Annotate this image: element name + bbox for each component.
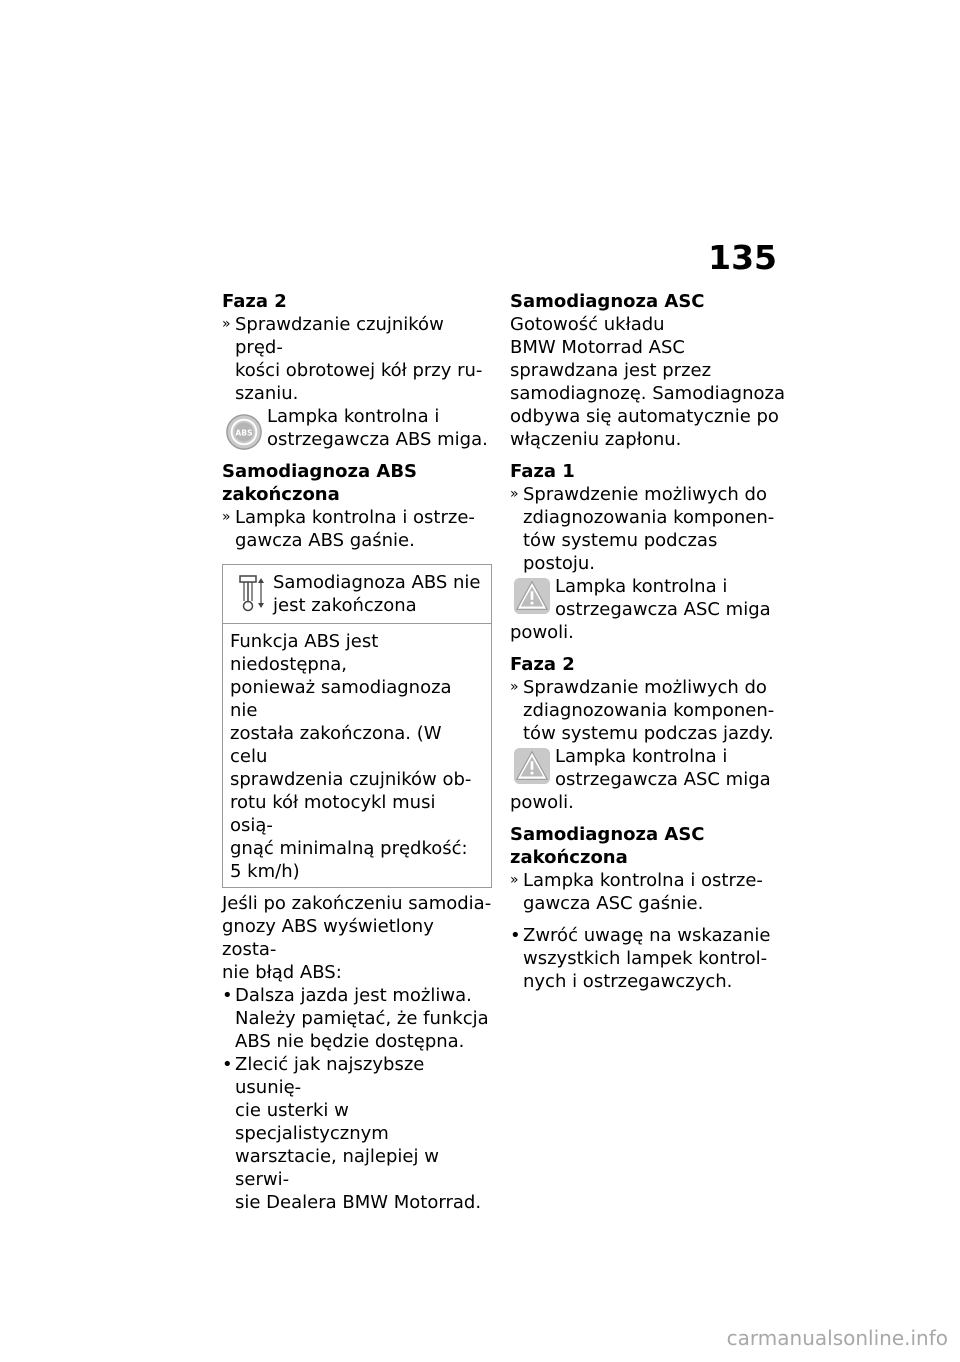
faza2-heading: Faza 2 (222, 291, 287, 312)
faza2-step: » Sprawdzanie czujników pręd- kości obrotowej kół przy ru- szaniu. (222, 314, 483, 404)
asc-intro: Gotowość układu BMW Motorrad ASC sprawdzana jest przez samodiagnozę. Samodiagnoza odbywa się automatycznie po włączeniu zapłonu. (510, 314, 786, 450)
right-column: Samodiagnoza ASC Gotowość układu BMW Motorrad ASC sprawdzana jest przez samodiagnozę. Samodiagnoza odbywa się automatycznie po włączeniu zapłonu. Faza 1 » Sprawdzenie możliwych do zdiagnozowania komponen- tów systemu podczas postoju. Lampka kontrolna i ostrzegawcza ASC miga powoli. Faza 2 » Sprawdzanie możliwych do zdiagnozowania komponen- tów systemu podczas jazdy. Lampka kontrolna i ostrzegawcza ASC miga powoli. Samodiagnoza ASC zakończona » Lampka kontrolna i ostrze- gawcza ASC gaśnie. • Zwróć uwagę na wskazanie wszystkich lampek kontrol- nych i ostrzegawczych. (510, 291, 786, 992)
abs-done-step: » Lampka kontrolna i ostrze- gawcza ABS gaśnie. (222, 507, 475, 551)
bullet-item: • Dalsza jazda jest możliwa. Należy pamiętać, że funkcja ABS nie będzie dostępna. (222, 985, 489, 1052)
asc-done-heading: Samodiagnoza ASC zakończona (510, 824, 705, 868)
bullet-item: • Zwróć uwagę na wskazanie wszystkich lampek kontrol- nych i ostrzegawczych. (510, 925, 771, 992)
page-number: 135 (708, 238, 777, 277)
left-column (222, 290, 492, 1214)
abs-warning-icon (225, 413, 263, 451)
asc-warning-triangle-icon (513, 577, 551, 615)
wrench-warning-icon (237, 574, 265, 614)
abs-lamp-note: ABS Lampka kontrolna i ostrzegawcza ABS miga. (222, 405, 492, 451)
step-arrow-icon: » (222, 316, 231, 332)
step-arrow-icon: » (222, 509, 231, 525)
faza2-right-step: » Sprawdzanie możliwych do zdiagnozowania komponen- tów systemu podczas jazdy. (510, 677, 775, 744)
abs-done-heading: Samodiagnoza ABS zakończona (222, 461, 418, 505)
watermark: carmanualsonline.info (726, 1326, 948, 1350)
warning-body: Funkcja ABS jest niedostępna, ponieważ samodiagnoza nie została zakończona. (W celu sprawdzenia czujników ob- rotu kół motocykl musi osią- gnąć minimalną prędkość: 5 km/h) (230, 631, 472, 882)
svg-text:ABS: ABS (235, 428, 253, 438)
faza1-step: » Sprawdzenie możliwych do zdiagnozowania komponen- tów systemu podczas postoju. (510, 484, 775, 574)
asc-warning-triangle-icon (513, 747, 551, 785)
bullet-icon: • (222, 985, 233, 1006)
faza2-right-heading: Faza 2 (510, 654, 575, 675)
asc-lamp-note-2: Lampka kontrolna i ostrzegawcza ASC miga (510, 745, 785, 791)
asc-heading: Samodiagnoza ASC (510, 291, 705, 312)
warning-header: Samodiagnoza ABS nie jest zakończona (223, 565, 491, 624)
bullet-icon: • (510, 925, 521, 946)
step-arrow-icon: » (510, 872, 519, 888)
asc-done-step: » Lampka kontrolna i ostrze- gawcza ASC gaśnie. (510, 870, 763, 914)
faza1-heading: Faza 1 (510, 461, 575, 482)
abs-error-text: Jeśli po zakończeniu samodia- gnozy ABS wyświetlony zosta- nie błąd ABS: (222, 893, 492, 983)
step-arrow-icon: » (510, 486, 519, 502)
bullet-icon: • (222, 1054, 233, 1075)
asc-lamp-note-1: Lampka kontrolna i ostrzegawcza ASC miga (510, 575, 785, 621)
step-arrow-icon: » (510, 679, 519, 695)
warning-box (222, 564, 492, 888)
bullet-item: • Zlecić jak najszybsze usunię- cie usterki w specjalistycznym warsztacie, najlepiej w serwi- sie Dealera BMW Motorrad. (222, 1054, 482, 1213)
